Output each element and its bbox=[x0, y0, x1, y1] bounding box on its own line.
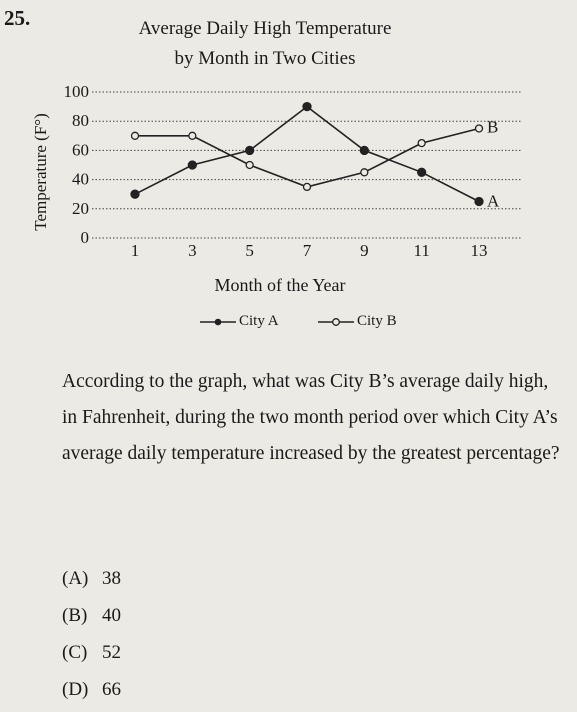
choice-letter: (C) bbox=[62, 642, 88, 663]
data-point-city-a-9 bbox=[360, 146, 368, 154]
y-tick-label-20: 20 bbox=[72, 198, 89, 218]
chart-title: Average Daily High Temperature bbox=[138, 18, 392, 39]
x-tick-label-3: 3 bbox=[188, 241, 197, 260]
y-tick-label-80: 80 bbox=[72, 111, 89, 131]
data-point-city-a-13 bbox=[475, 198, 483, 206]
data-point-city-b-1 bbox=[132, 132, 139, 139]
series-end-label-city-a: A bbox=[487, 191, 500, 211]
x-tick-label-5: 5 bbox=[245, 241, 254, 260]
legend-swatch-city-a bbox=[200, 317, 236, 327]
y-axis-ticks bbox=[64, 82, 90, 247]
choice-letter: (D) bbox=[62, 679, 89, 700]
question-number: 25. bbox=[4, 6, 31, 30]
data-point-city-b-7 bbox=[304, 183, 311, 190]
line-chart bbox=[0, 70, 577, 305]
answer-choice-c[interactable] bbox=[62, 642, 121, 664]
legend-swatch-city-b bbox=[318, 317, 354, 327]
data-point-city-b-11 bbox=[418, 140, 425, 147]
data-point-city-a-11 bbox=[418, 168, 426, 176]
y-tick-label-100: 100 bbox=[63, 82, 89, 101]
choice-value: 52 bbox=[102, 642, 121, 663]
y-tick-label-40: 40 bbox=[72, 169, 89, 189]
x-tick-label-7: 7 bbox=[302, 241, 312, 260]
legend-item-city-a bbox=[200, 313, 279, 330]
data-point-city-a-1 bbox=[131, 190, 139, 198]
choice-letter: (B) bbox=[62, 605, 88, 626]
x-axis-ticks bbox=[131, 241, 488, 260]
choice-value: 40 bbox=[102, 605, 121, 626]
y-axis-label: Temperature (F°) bbox=[31, 113, 50, 231]
x-tick-label-11: 11 bbox=[413, 241, 430, 260]
data-point-city-b-5 bbox=[246, 162, 253, 169]
series-line-city-b bbox=[135, 129, 479, 187]
chart-subtitle: by Month in Two Cities bbox=[174, 48, 356, 69]
y-tick-label-60: 60 bbox=[72, 140, 89, 160]
legend-label-city-a: City A bbox=[239, 313, 279, 329]
data-point-city-a-3 bbox=[188, 161, 196, 169]
y-tick-label-0: 0 bbox=[80, 228, 89, 247]
legend-item-city-b bbox=[318, 313, 397, 330]
legend-label-city-b: City B bbox=[357, 313, 397, 329]
answer-choice-d[interactable] bbox=[62, 679, 121, 701]
answer-choice-b[interactable] bbox=[62, 605, 121, 627]
x-tick-label-13: 13 bbox=[470, 241, 488, 260]
chart-grid bbox=[92, 92, 522, 238]
choice-letter: (A) bbox=[62, 568, 89, 589]
choice-value: 38 bbox=[102, 568, 121, 589]
data-point-city-b-9 bbox=[361, 169, 368, 176]
data-point-city-a-5 bbox=[246, 146, 254, 154]
x-tick-label-1: 1 bbox=[130, 241, 140, 260]
data-point-city-b-3 bbox=[189, 132, 196, 139]
x-tick-label-9: 9 bbox=[360, 241, 369, 260]
choice-value: 66 bbox=[102, 679, 121, 700]
chart-series bbox=[131, 103, 500, 211]
data-point-city-b-13 bbox=[476, 125, 483, 132]
question-text: According to the graph, what was City B’s average daily high, in Fahrenheit, during the two month period over which City A’s average daily temperature increased by the greatest percentage? bbox=[62, 371, 560, 464]
answer-choice-a[interactable] bbox=[62, 568, 121, 590]
data-point-city-a-7 bbox=[303, 103, 311, 111]
series-end-label-city-b: B bbox=[487, 117, 499, 137]
x-axis-label: Month of the Year bbox=[214, 275, 346, 295]
